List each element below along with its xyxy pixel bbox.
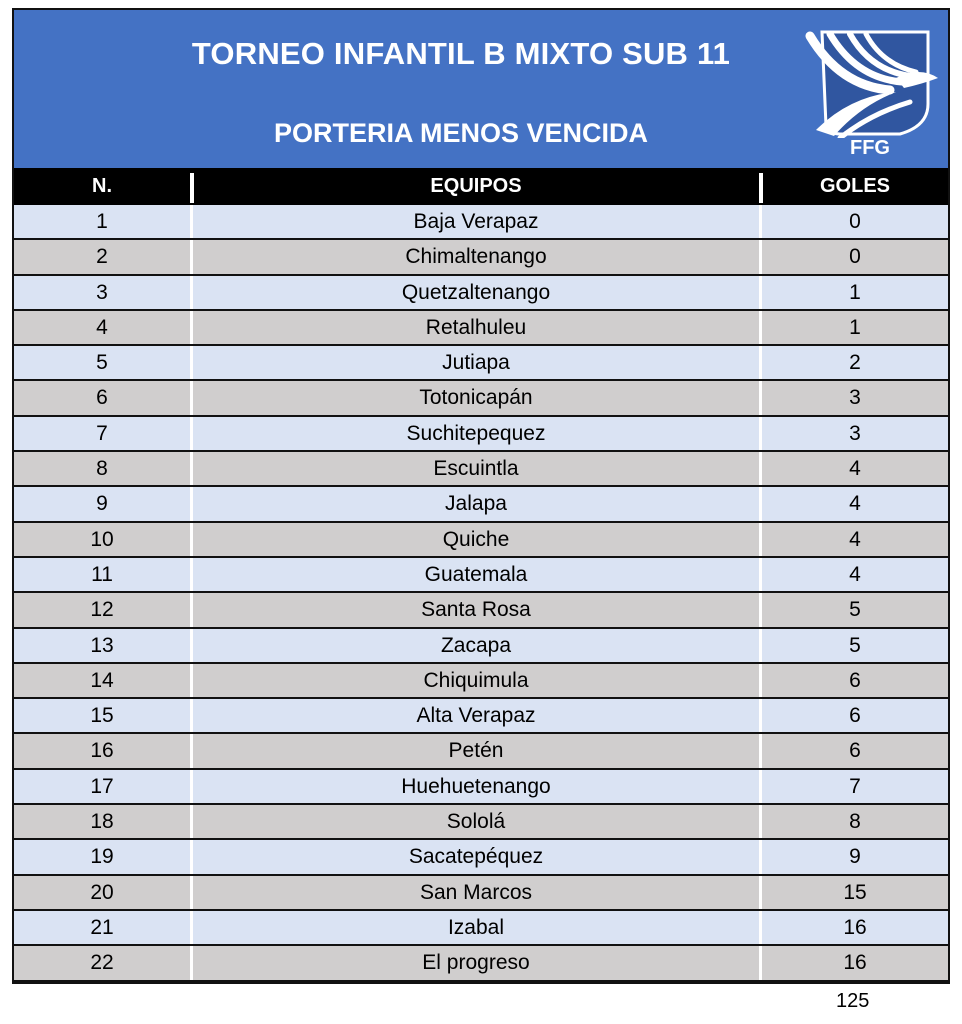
team-name: Sololá bbox=[446, 810, 506, 834]
row-number: 21 bbox=[90, 915, 114, 939]
table-row bbox=[14, 946, 948, 981]
goals-conceded: 6 bbox=[849, 668, 861, 692]
column-divider bbox=[190, 381, 193, 414]
column-divider bbox=[190, 770, 193, 803]
table-row bbox=[14, 311, 948, 346]
column-divider bbox=[759, 381, 762, 414]
table-row bbox=[14, 840, 948, 875]
column-divider bbox=[190, 452, 193, 485]
table-row bbox=[14, 487, 948, 522]
table-row bbox=[14, 381, 948, 416]
table-row bbox=[14, 417, 948, 452]
column-divider bbox=[190, 840, 193, 873]
team-name: Baja Verapaz bbox=[413, 210, 539, 233]
team-name: Suchitepequez bbox=[406, 421, 546, 445]
column-divider bbox=[190, 523, 193, 556]
column-divider bbox=[759, 805, 762, 838]
goals-conceded: 16 bbox=[843, 951, 867, 975]
team-name: Santa Rosa bbox=[421, 598, 531, 622]
column-divider bbox=[759, 417, 762, 450]
team-name: Izabal bbox=[447, 915, 505, 939]
column-divider bbox=[759, 911, 762, 944]
table-row bbox=[14, 664, 948, 699]
column-divider bbox=[759, 840, 762, 873]
goals-conceded: 6 bbox=[849, 739, 861, 763]
column-divider bbox=[759, 311, 762, 344]
row-number: 10 bbox=[90, 527, 114, 551]
column-divider bbox=[190, 205, 193, 238]
column-divider bbox=[190, 946, 193, 979]
column-divider bbox=[190, 240, 193, 273]
goals-conceded: 5 bbox=[849, 633, 861, 657]
column-divider bbox=[759, 452, 762, 485]
row-number: 11 bbox=[91, 562, 113, 586]
team-name: Huehuetenango bbox=[401, 774, 551, 798]
column-divider bbox=[759, 629, 762, 662]
team-name: Alta Verapaz bbox=[416, 704, 536, 728]
table-row bbox=[14, 734, 948, 769]
goals-conceded: 3 bbox=[849, 386, 861, 410]
row-number: 19 bbox=[90, 845, 114, 869]
table-row bbox=[14, 523, 948, 558]
row-number: 20 bbox=[90, 880, 114, 904]
svg-text:FFG: FFG bbox=[850, 137, 890, 158]
team-name: Retalhuleu bbox=[425, 315, 527, 339]
table-row bbox=[14, 276, 948, 311]
column-header-number: N. bbox=[92, 175, 112, 197]
table-row bbox=[14, 805, 948, 840]
table-row bbox=[14, 770, 948, 805]
goals-conceded: 15 bbox=[843, 880, 867, 904]
header-banner bbox=[14, 10, 948, 168]
team-name: Chiquimula bbox=[423, 668, 529, 692]
goals-conceded: 8 bbox=[849, 810, 861, 834]
column-header-goals: GOLES bbox=[819, 175, 890, 197]
goals-conceded: 5 bbox=[849, 598, 861, 622]
goals-conceded: 4 bbox=[849, 457, 861, 481]
table-row bbox=[14, 911, 948, 946]
team-name: Jalapa bbox=[445, 492, 507, 516]
goals-conceded: 1 bbox=[849, 280, 861, 304]
column-divider bbox=[190, 734, 193, 767]
column-divider bbox=[759, 523, 762, 556]
table-row bbox=[14, 452, 948, 487]
table-body bbox=[14, 205, 948, 982]
column-divider bbox=[759, 276, 762, 309]
goals-conceded: 1 bbox=[849, 315, 861, 339]
goals-conceded: 4 bbox=[849, 492, 861, 516]
goals-conceded: 2 bbox=[849, 351, 861, 375]
column-divider bbox=[190, 417, 193, 450]
team-name: Petén bbox=[448, 739, 504, 763]
column-divider bbox=[190, 629, 193, 662]
goals-conceded: 7 bbox=[849, 774, 861, 798]
column-divider bbox=[759, 205, 762, 238]
column-divider bbox=[759, 664, 762, 697]
standings-sheet bbox=[12, 8, 950, 984]
column-divider bbox=[759, 876, 762, 909]
page-title: TORNEO INFANTIL B MIXTO SUB 11 bbox=[191, 36, 731, 71]
row-number: 4 bbox=[96, 315, 108, 339]
table-row bbox=[14, 593, 948, 628]
row-number: 7 bbox=[96, 421, 108, 445]
column-divider bbox=[759, 770, 762, 803]
team-name: Escuintla bbox=[433, 457, 519, 481]
row-number: 2 bbox=[96, 245, 108, 269]
team-name: Zacapa bbox=[440, 633, 512, 657]
row-number: 18 bbox=[90, 810, 114, 834]
column-divider bbox=[759, 734, 762, 767]
column-divider bbox=[759, 346, 762, 379]
table-row bbox=[14, 558, 948, 593]
column-divider bbox=[190, 876, 193, 909]
goals-conceded: 3 bbox=[849, 421, 861, 445]
column-divider bbox=[759, 240, 762, 273]
table-row bbox=[14, 346, 948, 381]
row-number: 9 bbox=[96, 492, 108, 516]
column-divider bbox=[190, 593, 193, 626]
column-divider bbox=[190, 805, 193, 838]
team-name: Totonicapán bbox=[419, 386, 533, 410]
row-number: 5 bbox=[96, 351, 108, 375]
column-divider bbox=[759, 699, 762, 732]
column-divider bbox=[759, 946, 762, 979]
page-number: 125 bbox=[836, 990, 870, 1012]
ffg-logo-icon bbox=[800, 26, 940, 158]
row-number: 16 bbox=[90, 739, 114, 763]
team-name: Guatemala bbox=[424, 562, 528, 586]
team-name: Sacatepéquez bbox=[408, 845, 544, 869]
goals-conceded: 4 bbox=[849, 562, 861, 586]
team-name: San Marcos bbox=[419, 880, 533, 904]
column-divider bbox=[190, 664, 193, 697]
goals-conceded: 6 bbox=[849, 704, 861, 728]
column-divider bbox=[759, 593, 762, 626]
page-subtitle: PORTERIA MENOS VENCIDA bbox=[273, 118, 649, 148]
team-name: Quetzaltenango bbox=[401, 280, 551, 304]
column-header-teams: EQUIPOS bbox=[430, 175, 522, 197]
table-row bbox=[14, 876, 948, 911]
table-header bbox=[14, 168, 948, 205]
row-number: 3 bbox=[96, 280, 108, 304]
goals-conceded: 9 bbox=[849, 845, 861, 869]
row-number: 15 bbox=[90, 704, 114, 728]
row-number: 8 bbox=[96, 457, 108, 481]
goals-conceded: 16 bbox=[843, 915, 867, 939]
team-name: Chimaltenango bbox=[405, 245, 547, 269]
team-name: Quiche bbox=[442, 527, 510, 551]
column-divider bbox=[759, 487, 762, 520]
table-row bbox=[14, 205, 948, 240]
column-divider bbox=[190, 346, 193, 379]
row-number: 6 bbox=[96, 386, 108, 410]
column-divider bbox=[190, 699, 193, 732]
table-row bbox=[14, 629, 948, 664]
goals-conceded: 4 bbox=[849, 527, 861, 551]
table-row bbox=[14, 240, 948, 275]
column-divider bbox=[190, 311, 193, 344]
row-number: 13 bbox=[90, 633, 114, 657]
goals-conceded: 0 bbox=[849, 245, 861, 269]
goals-conceded: 0 bbox=[849, 210, 861, 233]
table-row bbox=[14, 699, 948, 734]
row-number: 14 bbox=[90, 668, 114, 692]
column-divider bbox=[759, 558, 762, 591]
row-number: 17 bbox=[90, 774, 114, 798]
row-number: 1 bbox=[96, 210, 108, 233]
team-name: Jutiapa bbox=[442, 351, 510, 375]
team-name: El progreso bbox=[422, 951, 530, 975]
column-divider bbox=[190, 276, 193, 309]
column-divider bbox=[190, 487, 193, 520]
column-divider bbox=[190, 558, 193, 591]
column-divider bbox=[190, 911, 193, 944]
row-number: 12 bbox=[90, 598, 114, 622]
row-number: 22 bbox=[90, 951, 114, 975]
